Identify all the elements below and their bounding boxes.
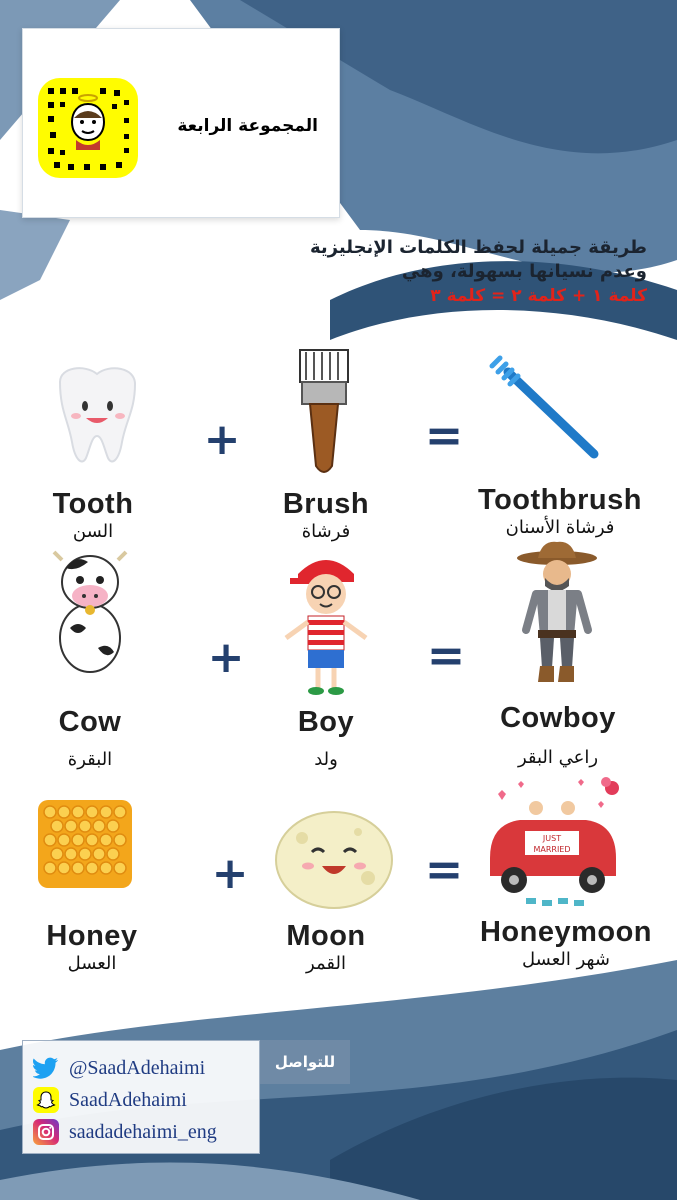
word-boy — [226, 706, 426, 771]
twitter-bird-icon — [33, 1055, 59, 1081]
instagram-icon — [33, 1119, 59, 1145]
honeycomb-icon — [36, 796, 134, 892]
word-arabic: السن — [72, 521, 114, 542]
plus-sign: + — [207, 632, 245, 683]
just-married-sign-label-2: MARRIED — [533, 845, 571, 854]
word-arabic: راعي البقر — [517, 747, 599, 768]
just-married-sign-label: JUST — [542, 834, 562, 843]
word-arabic: البقرة — [67, 749, 113, 770]
snapchat-link[interactable] — [33, 1085, 187, 1115]
equals-sign: = — [426, 628, 466, 682]
cowboy-icon — [512, 540, 602, 690]
word-english: Honeymoon — [479, 916, 653, 948]
cow-icon — [40, 548, 140, 678]
equals-sign: = — [424, 408, 464, 462]
word-arabic: شهر العسل — [522, 949, 610, 970]
plus-sign: + — [211, 848, 249, 899]
group-name: المجموعة الرابعة — [177, 116, 318, 136]
word-moon — [226, 920, 426, 975]
snapcode-avatar[interactable] — [38, 78, 138, 178]
word-english: Toothbrush — [478, 484, 642, 516]
word-honeymoon — [466, 916, 666, 971]
word-honey — [0, 920, 192, 975]
word-english: Brush — [282, 488, 370, 520]
toothbrush-icon — [486, 350, 606, 460]
instagram-handle: saadadehaimi_eng — [69, 1120, 217, 1143]
snapcode-pattern-icon — [38, 78, 138, 178]
word-english: Tooth — [52, 488, 134, 520]
word-arabic: ولد — [314, 749, 338, 770]
word-english: Moon — [286, 920, 366, 952]
word-arabic: فرشاة — [301, 521, 351, 542]
word-arabic: العسل — [67, 953, 117, 974]
word-english: Honey — [46, 920, 138, 952]
instagram-link[interactable] — [33, 1117, 217, 1147]
social-links-box — [22, 1040, 260, 1154]
word-english: Boy — [297, 706, 355, 738]
word-brush — [226, 488, 426, 543]
word-arabic: فرشاة الأسنان — [505, 517, 615, 538]
word-toothbrush — [460, 484, 660, 539]
snapchat-ghost-icon — [33, 1087, 59, 1113]
twitter-link[interactable] — [33, 1053, 205, 1083]
word-arabic: القمر — [306, 953, 346, 974]
contact-label: للتواصل — [260, 1040, 350, 1084]
twitter-handle: @SaadAdehaimi — [69, 1056, 206, 1079]
plus-sign: + — [203, 414, 241, 465]
intro-line-1: طريقة جميلة لحفظ الكلمات الإنجليزية — [310, 237, 647, 258]
paintbrush-icon — [292, 348, 356, 478]
word-cow — [0, 706, 190, 771]
formula-line: كلمة ١ + كلمة ٢ = كلمة ٣ — [430, 286, 647, 306]
equals-sign: = — [424, 842, 464, 896]
word-english: Cow — [58, 706, 122, 738]
tooth-icon — [40, 362, 155, 472]
intro-text — [257, 236, 647, 308]
word-tooth — [0, 488, 193, 543]
intro-line-2: وعدم نسيانها بسهولة، وهي — [401, 261, 647, 282]
moon-icon — [272, 808, 396, 912]
word-cowboy — [458, 702, 658, 769]
wedding-car-icon — [478, 774, 628, 910]
word-english: Cowboy — [500, 702, 616, 734]
boy-icon — [280, 548, 372, 698]
snapchat-handle: SaadAdehaimi — [69, 1088, 187, 1111]
